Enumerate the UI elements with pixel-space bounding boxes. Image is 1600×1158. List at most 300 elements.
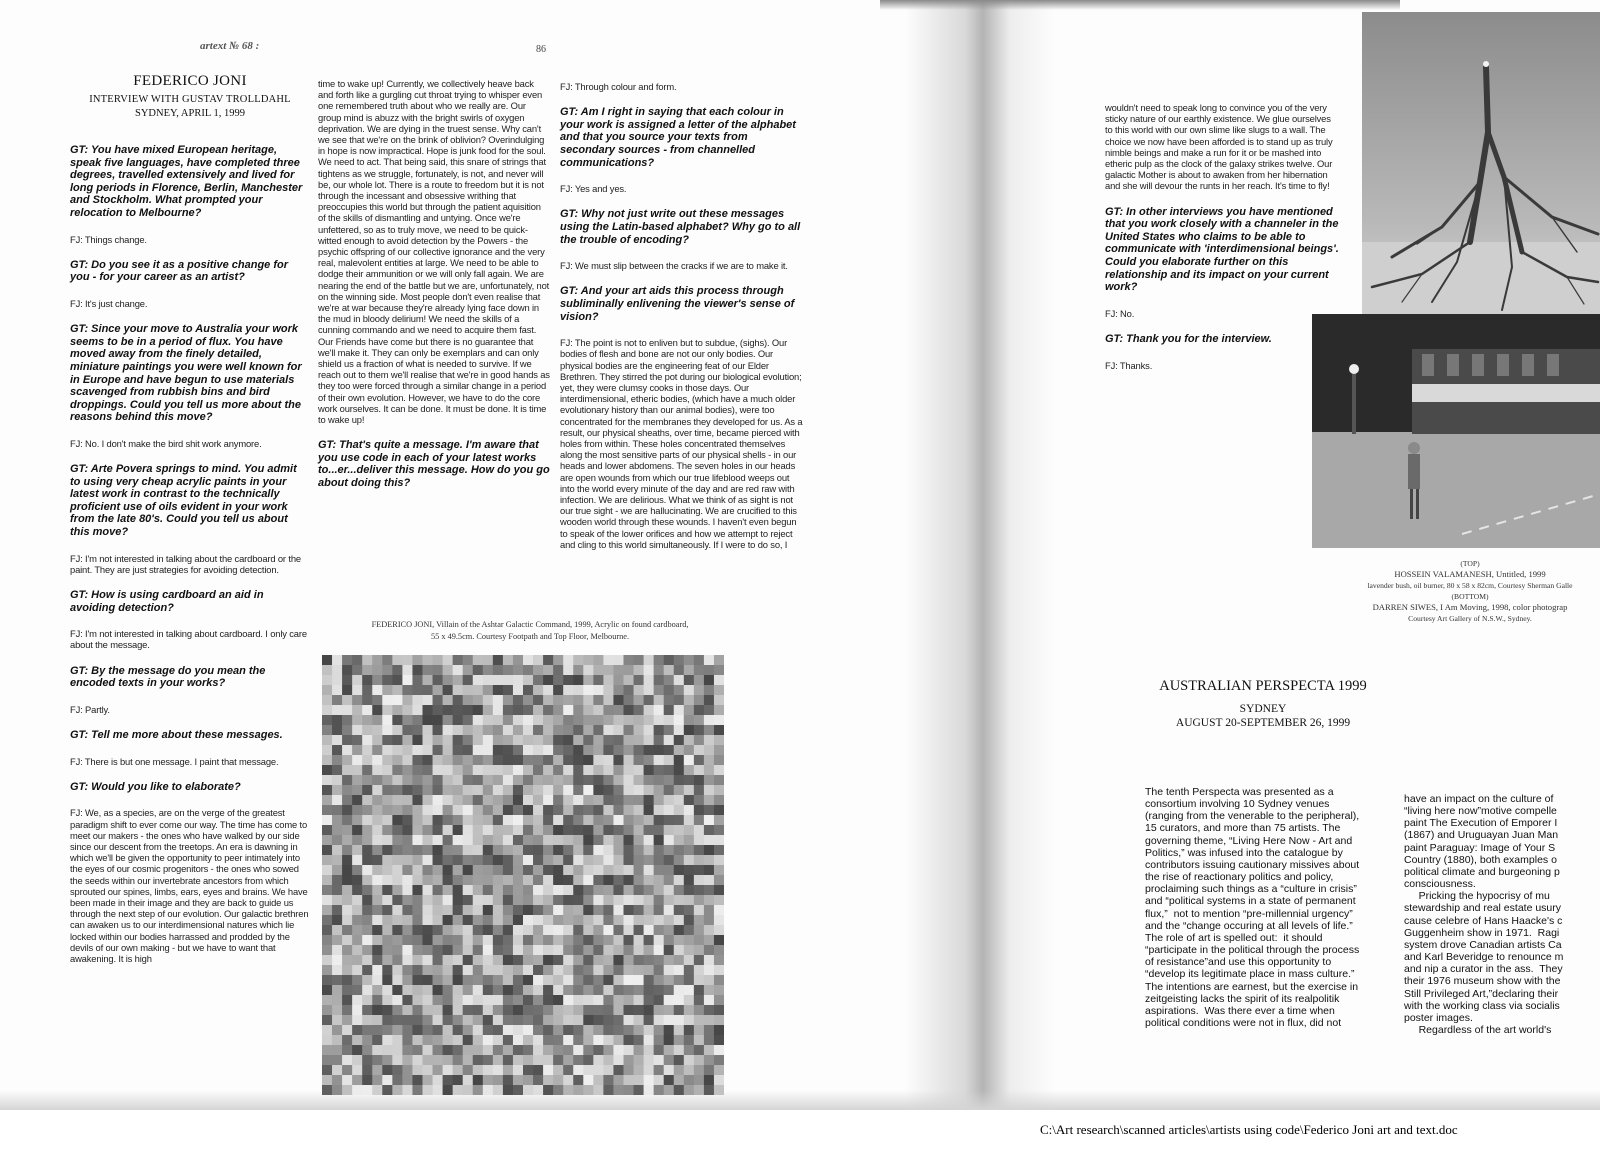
mosaic-cell — [402, 975, 412, 985]
mosaic-cell — [362, 895, 372, 905]
interview-answer: wouldn't need to speak long to convince you of the very sticky nature of our earthly existence. We glue ourselves to this world with our own slime like slugs to a wall. The choice we now have been afforded is to stand up as truly nimble beings and make a run for it or be mashed into etheric pulp as the clock of the galaxy strikes twelve. Our galactic Mother is about to awaken from her hibernation and she will devour the runts in her reach. It's time to fly! — [1105, 102, 1333, 192]
mosaic-cell — [473, 685, 483, 695]
mosaic-cell — [342, 1065, 352, 1075]
mosaic-cell — [443, 765, 453, 775]
mosaic-cell — [523, 1065, 533, 1075]
mosaic-cell — [423, 775, 433, 785]
mosaic-cell — [423, 1065, 433, 1075]
mosaic-cell — [624, 685, 634, 695]
mosaic-cell — [613, 715, 623, 725]
mosaic-cell — [402, 885, 412, 895]
mosaic-cell — [503, 945, 513, 955]
mosaic-cell — [362, 775, 372, 785]
mosaic-cell — [402, 1015, 412, 1025]
mosaic-cell — [433, 745, 443, 755]
mosaic-cell — [322, 945, 332, 955]
mosaic-cell — [362, 815, 372, 825]
mosaic-cell — [493, 1085, 503, 1095]
mosaic-cell — [674, 785, 684, 795]
mosaic-cell — [573, 715, 583, 725]
mosaic-cell — [332, 905, 342, 915]
mosaic-cell — [533, 945, 543, 955]
mosaic-cell — [714, 965, 724, 975]
interview-question: GT: You have mixed European heritage, speak five languages, have completed three degrees, travelled extensively and lived for long periods in Florence, Berlin, Manchester and Stockholm. What prompted your relocation to Melbourne? — [70, 144, 303, 219]
mosaic-cell — [443, 895, 453, 905]
mosaic-cell — [593, 745, 603, 755]
mosaic-cell — [704, 805, 714, 815]
mosaic-cell — [644, 955, 654, 965]
mosaic-cell — [624, 1015, 634, 1025]
mosaic-cell — [654, 695, 664, 705]
mosaic-cell — [342, 665, 352, 675]
mosaic-cell — [654, 765, 664, 775]
mosaic-cell — [513, 765, 523, 775]
mosaic-cell — [433, 825, 443, 835]
mosaic-cell — [513, 665, 523, 675]
mosaic-cell — [473, 1075, 483, 1085]
mosaic-cell — [412, 985, 422, 995]
mosaic-cell — [523, 945, 533, 955]
mosaic-cell — [372, 975, 382, 985]
mosaic-cell — [543, 985, 553, 995]
mosaic-cell — [392, 1015, 402, 1025]
mosaic-cell — [483, 955, 493, 965]
mosaic-cell — [684, 945, 694, 955]
mosaic-cell — [674, 965, 684, 975]
mosaic-cell — [483, 1005, 493, 1015]
article-line: with the working class via socialis — [1404, 999, 1560, 1012]
mosaic-cell — [583, 1045, 593, 1055]
mosaic-cell — [382, 1045, 392, 1055]
perspecta-city: SYDNEY — [1239, 703, 1287, 715]
mosaic-cell — [362, 1085, 372, 1095]
interview-answer: FJ: We, as a species, are on the verge of the greatest paradigm shift to ever come our way. The time has come to meet our makers - the ones who have walked by our side since our descent from the treetops. An era is dawning in which we'll be given the opportunity to peer intimately into the eyes of our cosmic progenitors - the ones who sowed the seeds within our invertebrate ancestors from which sprouted our spines, limbs, ears, eyes and brains. We have been made in their image and they are back to guide us through the next step of our evolution. Our galactic brethren can awaken us to our interdimensional natures which lie locked within our bodies harrassed and prodded by the devils of our own making - but we have to want that awakening. It is high — [70, 807, 309, 965]
mosaic-cell — [593, 865, 603, 875]
mosaic-cell — [684, 855, 694, 865]
mosaic-cell — [593, 905, 603, 915]
mosaic-cell — [634, 915, 644, 925]
mosaic-cell — [563, 975, 573, 985]
mosaic-cell — [473, 1015, 483, 1025]
mosaic-cell — [322, 895, 332, 905]
mosaic-cell — [583, 985, 593, 995]
mosaic-cell — [453, 665, 463, 675]
mosaic-cell — [443, 775, 453, 785]
mosaic-cell — [553, 765, 563, 775]
mosaic-cell — [402, 785, 412, 795]
mosaic-cell — [533, 685, 543, 695]
mosaic-cell — [684, 835, 694, 845]
mosaic-cell — [332, 845, 342, 855]
mosaic-cell — [694, 765, 704, 775]
interview-answer: FJ: Through colour and form. — [560, 81, 677, 92]
mosaic-cell — [573, 755, 583, 765]
mosaic-cell — [593, 945, 603, 955]
mosaic-cell — [664, 985, 674, 995]
mosaic-cell — [664, 965, 674, 975]
mosaic-cell — [412, 1075, 422, 1085]
mosaic-cell — [613, 705, 623, 715]
mosaic-cell — [322, 885, 332, 895]
mosaic-cell — [684, 1045, 694, 1055]
mosaic-cell — [624, 905, 634, 915]
mosaic-cell — [684, 845, 694, 855]
mosaic-cell — [342, 775, 352, 785]
mosaic-cell — [613, 835, 623, 845]
mosaic-cell — [433, 755, 443, 765]
mosaic-cell — [382, 875, 392, 885]
mosaic-cell — [493, 1005, 503, 1015]
mosaic-cell — [563, 885, 573, 895]
mosaic-cell — [412, 665, 422, 675]
mosaic-cell — [453, 995, 463, 1005]
mosaic-cell — [694, 815, 704, 825]
mosaic-cell — [392, 865, 402, 875]
mosaic-cell — [583, 745, 593, 755]
mosaic-cell — [332, 785, 342, 795]
mosaic-cell — [342, 785, 352, 795]
mosaic-cell — [694, 1035, 704, 1045]
mosaic-cell — [332, 1045, 342, 1055]
mosaic-cell — [493, 975, 503, 985]
mosaic-cell — [332, 765, 342, 775]
mosaic-cell — [433, 705, 443, 715]
mosaic-cell — [463, 955, 473, 965]
mosaic-cell — [593, 675, 603, 685]
mosaic-cell — [433, 975, 443, 985]
mosaic-cell — [402, 915, 412, 925]
mosaic-cell — [382, 745, 392, 755]
mosaic-cell — [412, 905, 422, 915]
mosaic-cell — [332, 1055, 342, 1065]
mosaic-cell — [382, 705, 392, 715]
mosaic-cell — [684, 745, 694, 755]
mosaic-cell — [443, 1025, 453, 1035]
mosaic-cell — [704, 705, 714, 715]
mosaic-cell — [593, 1085, 603, 1095]
mosaic-cell — [583, 975, 593, 985]
mosaic-cell — [603, 915, 613, 925]
mosaic-cell — [513, 855, 523, 865]
mosaic-cell — [362, 875, 372, 885]
mosaic-cell — [704, 715, 714, 725]
mosaic-cell — [463, 695, 473, 705]
mosaic-cell — [453, 785, 463, 795]
mosaic-cell — [463, 705, 473, 715]
mosaic-cell — [523, 955, 533, 965]
mosaic-cell — [453, 935, 463, 945]
mosaic-cell — [382, 895, 392, 905]
mosaic-cell — [412, 1055, 422, 1065]
mosaic-cell — [543, 1035, 553, 1045]
mosaic-cell — [342, 835, 352, 845]
mosaic-cell — [634, 705, 644, 715]
mosaic-cell — [483, 925, 493, 935]
mosaic-cell — [553, 945, 563, 955]
mosaic-cell — [473, 835, 483, 845]
mosaic-cell — [563, 685, 573, 695]
mosaic-cell — [463, 725, 473, 735]
mosaic-cell — [423, 945, 433, 955]
mosaic-cell — [483, 915, 493, 925]
mosaic-cell — [613, 655, 623, 665]
mosaic-cell — [503, 1025, 513, 1035]
mosaic-cell — [664, 655, 674, 665]
mosaic-cell — [463, 1075, 473, 1085]
mosaic-cell — [684, 695, 694, 705]
mosaic-cell — [583, 735, 593, 745]
mosaic-cell — [674, 975, 684, 985]
mosaic-cell — [463, 855, 473, 865]
mosaic-cell — [684, 885, 694, 895]
mosaic-cell — [493, 745, 503, 755]
mosaic-cell — [493, 1035, 503, 1045]
mosaic-cell — [674, 945, 684, 955]
mosaic-cell — [443, 715, 453, 725]
mosaic-cell — [503, 745, 513, 755]
mosaic-cell — [533, 675, 543, 685]
mosaic-cell — [583, 795, 593, 805]
mosaic-cell — [563, 665, 573, 675]
mosaic-cell — [664, 895, 674, 905]
mosaic-cell — [634, 1025, 644, 1035]
mosaic-cell — [553, 1055, 563, 1065]
mosaic-cell — [533, 725, 543, 735]
mosaic-cell — [674, 935, 684, 945]
mosaic-cell — [593, 915, 603, 925]
mosaic-cell — [593, 985, 603, 995]
mosaic-cell — [372, 915, 382, 925]
mosaic-cell — [483, 805, 493, 815]
mosaic-cell — [352, 655, 362, 665]
mosaic-cell — [513, 905, 523, 915]
mosaic-cell — [634, 1075, 644, 1085]
mosaic-cell — [362, 945, 372, 955]
mosaic-cell — [513, 1015, 523, 1025]
mosaic-cell — [352, 1085, 362, 1095]
interview-question: GT: And your art aids this process through subliminally enlivening the viewer's sense of vision? — [560, 285, 795, 323]
mosaic-cell — [553, 1085, 563, 1095]
mosaic-cell — [674, 1075, 684, 1085]
mosaic-cell — [664, 1055, 674, 1065]
mosaic-cell — [603, 725, 613, 735]
mosaic-cell — [372, 985, 382, 995]
mosaic-cell — [503, 725, 513, 735]
mosaic-cell — [453, 875, 463, 885]
mosaic-cell — [714, 845, 724, 855]
mosaic-cell — [553, 1035, 563, 1045]
mosaic-cell — [563, 995, 573, 1005]
mosaic-cell — [332, 1085, 342, 1095]
mosaic-cell — [332, 705, 342, 715]
mosaic-cell — [402, 865, 412, 875]
mosaic-cell — [453, 775, 463, 785]
mosaic-cell — [493, 735, 503, 745]
mosaic-cell — [453, 865, 463, 875]
mosaic-cell — [322, 825, 332, 835]
mosaic-cell — [533, 1085, 543, 1095]
mosaic-cell — [503, 985, 513, 995]
mosaic-cell — [674, 825, 684, 835]
mosaic-cell — [694, 955, 704, 965]
mosaic-cell — [503, 735, 513, 745]
mosaic-cell — [392, 695, 402, 705]
mosaic-cell — [573, 895, 583, 905]
mosaic-cell — [583, 845, 593, 855]
mosaic-cell — [674, 895, 684, 905]
mosaic-cell — [583, 1055, 593, 1065]
mosaic-cell — [342, 735, 352, 745]
mosaic-cell — [423, 955, 433, 965]
mosaic-cell — [463, 1005, 473, 1015]
mosaic-cell — [714, 875, 724, 885]
artwork-color-code-grid — [322, 655, 724, 1095]
mosaic-cell — [684, 975, 694, 985]
mosaic-cell — [543, 675, 553, 685]
mosaic-cell — [523, 795, 533, 805]
mosaic-cell — [493, 715, 503, 725]
mosaic-cell — [603, 675, 613, 685]
mosaic-cell — [543, 695, 553, 705]
mosaic-cell — [382, 1035, 392, 1045]
mosaic-cell — [493, 665, 503, 675]
mosaic-cell — [644, 995, 654, 1005]
mosaic-cell — [382, 675, 392, 685]
mosaic-cell — [644, 745, 654, 755]
mosaic-cell — [402, 855, 412, 865]
mosaic-cell — [463, 1035, 473, 1045]
mosaic-cell — [664, 1015, 674, 1025]
mosaic-cell — [603, 865, 613, 875]
mosaic-cell — [694, 785, 704, 795]
mosaic-cell — [463, 745, 473, 755]
article-line: Regardless of the art world's — [1404, 1023, 1552, 1036]
mosaic-cell — [423, 705, 433, 715]
mosaic-cell — [523, 925, 533, 935]
mosaic-cell — [553, 965, 563, 975]
mosaic-cell — [453, 975, 463, 985]
mosaic-cell — [613, 915, 623, 925]
mosaic-cell — [392, 885, 402, 895]
mosaic-cell — [463, 905, 473, 915]
mosaic-cell — [412, 775, 422, 785]
mosaic-cell — [543, 705, 553, 715]
mosaic-cell — [704, 1025, 714, 1035]
mosaic-cell — [402, 765, 412, 775]
mosaic-cell — [654, 725, 664, 735]
mosaic-cell — [563, 935, 573, 945]
mosaic-cell — [352, 805, 362, 815]
mosaic-cell — [523, 715, 533, 725]
mosaic-cell — [674, 985, 684, 995]
mosaic-cell — [443, 925, 453, 935]
interview-question: GT: Thank you for the interview. — [1105, 332, 1272, 345]
mosaic-cell — [664, 715, 674, 725]
mosaic-cell — [382, 855, 392, 865]
mosaic-cell — [392, 835, 402, 845]
mosaic-cell — [392, 655, 402, 665]
mosaic-cell — [533, 1055, 543, 1065]
mosaic-cell — [603, 1075, 613, 1085]
mosaic-cell — [412, 685, 422, 695]
mosaic-cell — [513, 1035, 523, 1045]
mosaic-cell — [694, 705, 704, 715]
mosaic-cell — [573, 955, 583, 965]
mosaic-cell — [654, 775, 664, 785]
mosaic-cell — [412, 765, 422, 775]
mosaic-cell — [664, 765, 674, 775]
mosaic-cell — [553, 905, 563, 915]
mosaic-cell — [593, 1005, 603, 1015]
mosaic-cell — [674, 715, 684, 725]
mosaic-cell — [714, 1065, 724, 1075]
article-line: proclaiming such things as a “culture in crisis” — [1145, 883, 1357, 896]
mosaic-cell — [423, 1035, 433, 1045]
mosaic-cell — [654, 1025, 664, 1035]
mosaic-cell — [613, 825, 623, 835]
mosaic-cell — [362, 925, 372, 935]
mosaic-cell — [342, 855, 352, 865]
mosaic-cell — [362, 705, 372, 715]
mosaic-cell — [674, 885, 684, 895]
mosaic-cell — [483, 765, 493, 775]
mosaic-cell — [674, 905, 684, 915]
mosaic-cell — [503, 1005, 513, 1015]
mosaic-cell — [714, 785, 724, 795]
mosaic-cell — [443, 675, 453, 685]
mosaic-cell — [573, 1025, 583, 1035]
mosaic-cell — [412, 895, 422, 905]
mosaic-cell — [674, 655, 684, 665]
artwork-caption — [330, 619, 730, 643]
mosaic-cell — [583, 675, 593, 685]
mosaic-cell — [362, 795, 372, 805]
article-line: system drove Canadian artists Ca — [1404, 938, 1562, 951]
mosaic-cell — [543, 755, 553, 765]
mosaic-cell — [704, 945, 714, 955]
mosaic-cell — [412, 1015, 422, 1025]
mosaic-cell — [603, 665, 613, 675]
mosaic-cell — [332, 695, 342, 705]
mosaic-cell — [322, 1045, 332, 1055]
mosaic-cell — [624, 865, 634, 875]
mosaic-cell — [372, 665, 382, 675]
mosaic-cell — [423, 995, 433, 1005]
mosaic-cell — [664, 975, 674, 985]
mosaic-cell — [463, 755, 473, 765]
mosaic-cell — [322, 775, 332, 785]
mosaic-cell — [583, 765, 593, 775]
mosaic-cell — [412, 675, 422, 685]
article-line: 15 curators, and more than 75 artists. The — [1145, 822, 1341, 835]
mosaic-cell — [714, 935, 724, 945]
mosaic-cell — [644, 965, 654, 975]
mosaic-cell — [433, 1025, 443, 1035]
mosaic-cell — [463, 1065, 473, 1075]
mosaic-cell — [694, 865, 704, 875]
mosaic-cell — [402, 1055, 412, 1065]
interview-question: GT: Since your move to Australia your work seems to be in a period of flux. You have moved away from the finely detailed, miniature paintings you were well known for in Europe and have begun to use materials scavenged from rubbish bins and bird droppings. Could you tell us more about the reasons behind this move? — [70, 323, 302, 424]
credit-bottom-details: Courtesy Art Gallery of N.S.W., Sydney. — [1408, 614, 1532, 623]
mosaic-cell — [634, 865, 644, 875]
mosaic-cell — [513, 915, 523, 925]
mosaic-cell — [563, 1005, 573, 1015]
mosaic-cell — [613, 1005, 623, 1015]
mosaic-cell — [654, 705, 664, 715]
mosaic-cell — [443, 1075, 453, 1085]
mosaic-cell — [714, 695, 724, 705]
mosaic-cell — [412, 695, 422, 705]
